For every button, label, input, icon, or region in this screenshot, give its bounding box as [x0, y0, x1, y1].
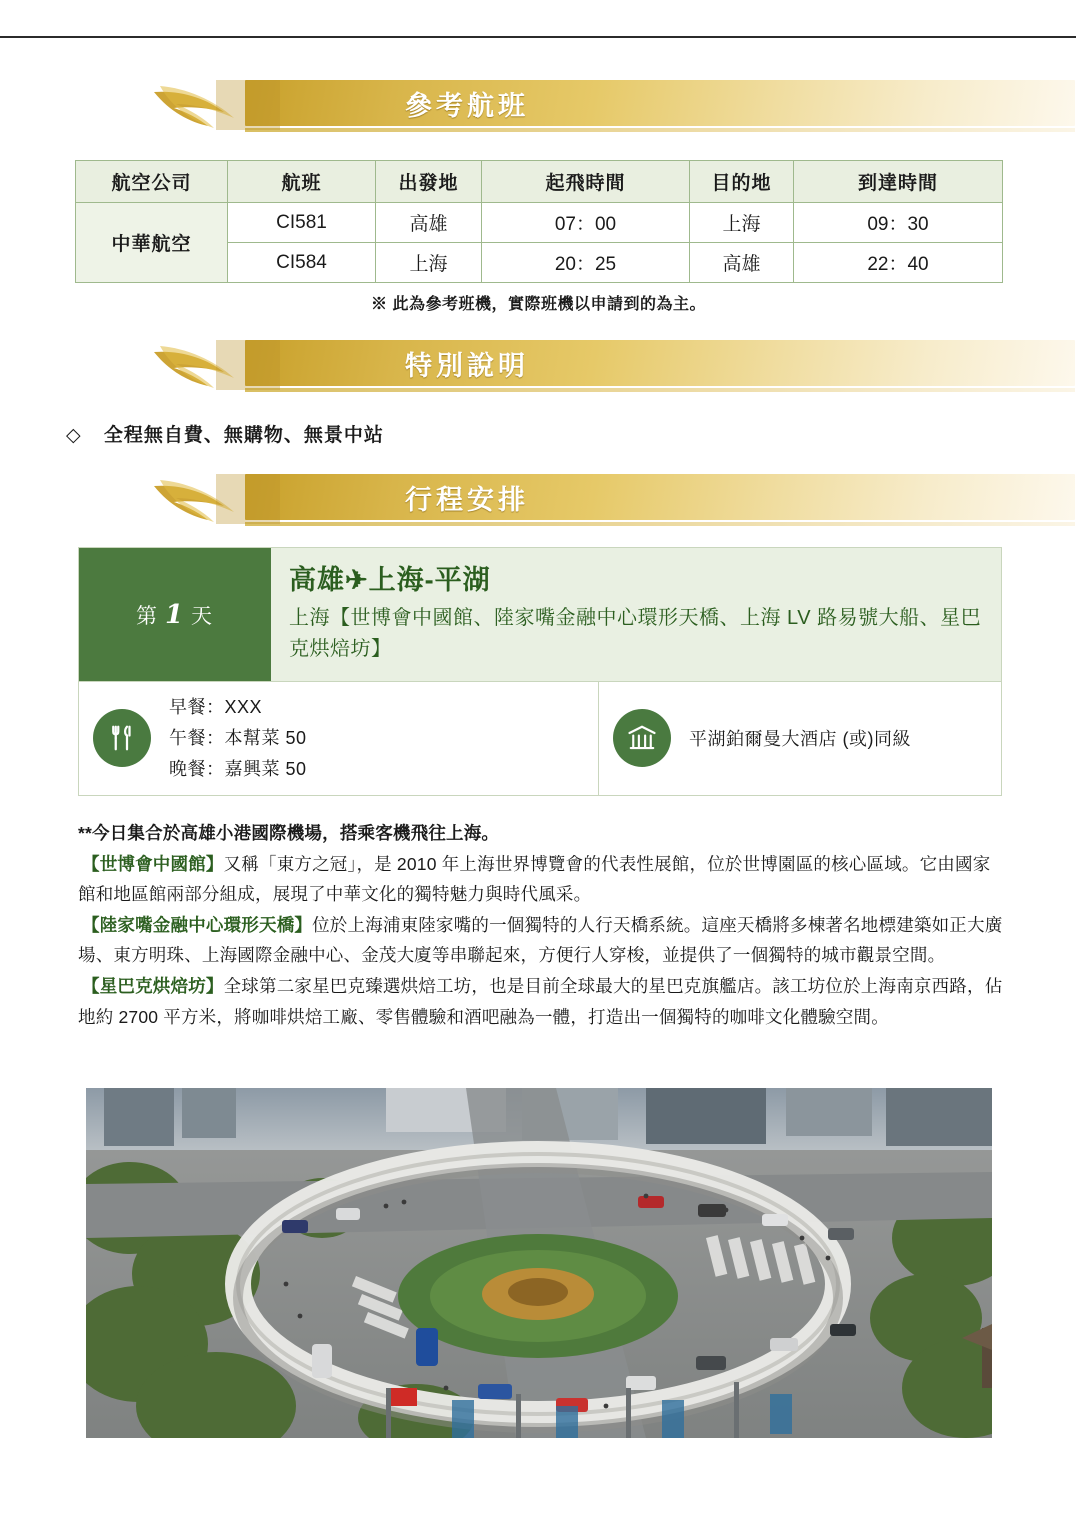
hotel-name: 平湖鉑爾曼大酒店 (或)同級 — [689, 729, 911, 750]
description-label-1: 【世博會中國館】 — [82, 854, 224, 875]
day-suffix: 天 — [191, 604, 215, 628]
lujiazui-circular-skywalk-photo — [86, 1088, 992, 1438]
day-number: 1 — [164, 599, 186, 630]
reference-flight-table — [75, 160, 1003, 283]
route-cell — [271, 548, 1001, 681]
description-paragraph-1 — [78, 849, 1004, 909]
banner-gold-bar — [245, 474, 1075, 520]
description-label-3: 【星巴克烘焙坊】 — [82, 976, 224, 997]
description-paragraph-2 — [78, 910, 1004, 970]
section-banner-special-notes — [150, 336, 1075, 394]
table-row — [76, 203, 1003, 243]
banner-title: 參考航班 — [405, 91, 529, 122]
flight-table-note: ※ 此為參考班機，實際班機以申請到的為主。 — [371, 296, 706, 313]
meals-block — [79, 682, 599, 795]
itinerary-description — [78, 818, 1004, 1033]
itinerary-header-row — [79, 548, 1001, 681]
restaurant-icon — [93, 709, 151, 767]
route-highlights: 上海【世博會中國館、陸家嘴金融中心環形天橋、上海 LV 路易號大船、星巴克烘焙坊】 — [289, 607, 982, 660]
hotel-icon — [613, 709, 671, 767]
banner-gold-bar — [245, 340, 1075, 386]
banner-title: 特別說明 — [405, 351, 529, 382]
description-body-3: 全球第二家星巴克臻選烘焙工坊，也是目前全球最大的星巴克旗艦店。該工坊位於上海南京西路，佔地約 2700 平方米，將咖啡烘焙工廠、零售體驗和酒吧融為一體，打造出一個獨特的咖啡文化體驗空間。 — [78, 976, 1003, 1027]
column-header-origin: 出發地 — [376, 161, 482, 203]
column-header-arrival-time: 到達時間 — [794, 161, 1003, 203]
leaf-ornament-icon — [150, 338, 280, 392]
cell-flight-1: CI581 — [228, 203, 376, 243]
description-paragraph-3 — [78, 971, 1004, 1031]
page-top-rule — [0, 36, 1076, 38]
banner-gold-bar — [245, 80, 1075, 126]
cell-arrival-1: 09：30 — [794, 203, 1003, 243]
section-banner-itinerary — [150, 470, 1075, 528]
special-note-text: 全程無自費、無購物、無景中站 — [103, 425, 384, 446]
leaf-ornament-icon — [150, 78, 280, 132]
meal-breakfast: 早餐：XXX — [169, 697, 263, 717]
itinerary-day-card — [78, 547, 1002, 796]
cell-origin-1: 高雄 — [376, 203, 482, 243]
route-title: 高雄✈上海-平湖 — [289, 565, 491, 595]
day-prefix: 第 — [135, 604, 159, 628]
special-note-item — [66, 420, 384, 447]
hotel-block — [599, 682, 1001, 795]
meal-list — [169, 692, 307, 785]
cell-arrival-2: 22：40 — [794, 243, 1003, 283]
cell-destination-1: 上海 — [690, 203, 794, 243]
meal-dinner: 晚餐：嘉興菜 50 — [169, 758, 307, 779]
cell-flight-2: CI584 — [228, 243, 376, 283]
cell-airline: 中華航空 — [76, 203, 228, 283]
column-header-flight: 航班 — [228, 161, 376, 203]
itinerary-details-row — [79, 681, 1001, 795]
leaf-ornament-icon — [150, 472, 280, 526]
intro-paragraph: **今日集合於高雄小港國際機場，搭乘客機飛往上海。 — [78, 823, 500, 843]
description-body-1: 又稱「東方之冠」，是 2010 年上海世界博覽會的代表性展館，位於世博園區的核心區域。它由國家館和地區館兩部分組成，展現了中華文化的獨特魅力與時代風采。 — [78, 854, 991, 905]
cell-departure-1: 07：00 — [482, 203, 690, 243]
diamond-bullet-icon: ◇ — [66, 425, 82, 446]
description-label-2: 【陸家嘴金融中心環形天橋】 — [82, 915, 313, 936]
cell-departure-2: 20：25 — [482, 243, 690, 283]
description-body-2: 位於上海浦東陸家嘴的一個獨特的人行天橋系統。這座天橋將多棟著名地標建築如正大廣場、東方明珠、上海國際金融中心、金茂大廈等串聯起來，方便行人穿梭，並提供了一個獨特的城市觀景空間。 — [78, 915, 1003, 966]
cell-origin-2: 上海 — [376, 243, 482, 283]
section-banner-reference-flights — [150, 76, 1075, 134]
day-label — [79, 548, 271, 681]
meal-lunch: 午餐：本幫菜 50 — [169, 727, 307, 748]
column-header-destination: 目的地 — [690, 161, 794, 203]
banner-title: 行程安排 — [405, 485, 529, 516]
cell-destination-2: 高雄 — [690, 243, 794, 283]
flight-table-wrapper — [75, 160, 1002, 314]
table-header-row — [76, 161, 1003, 203]
column-header-airline: 航空公司 — [76, 161, 228, 203]
column-header-departure-time: 起飛時間 — [482, 161, 690, 203]
